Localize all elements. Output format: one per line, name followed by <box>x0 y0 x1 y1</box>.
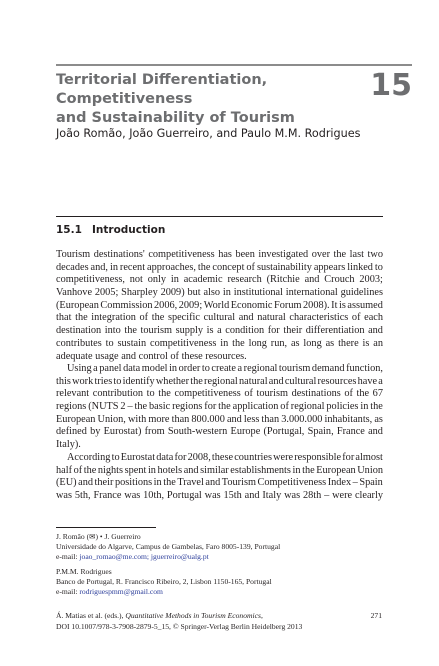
word: nights <box>97 464 124 476</box>
word: the <box>124 325 137 337</box>
word: France <box>93 490 122 502</box>
word: a <box>217 325 222 337</box>
word: 3.000.000 <box>281 413 323 425</box>
word: function, <box>346 363 383 374</box>
affiliation-2-address: Banco de Portugal, R. Francisco Ribeiro, 2, Lisbon 1150-165, Portugal <box>56 577 272 586</box>
page-number: 271 <box>370 611 382 620</box>
word: and <box>238 312 254 324</box>
word: to <box>111 452 120 463</box>
word: 2008, <box>187 452 211 463</box>
word: in <box>360 401 369 413</box>
text-line <box>56 401 383 414</box>
affiliation-2 <box>56 567 386 597</box>
word: sustainability <box>256 261 312 273</box>
word: 67 <box>372 388 383 400</box>
word: Crouch <box>324 274 355 286</box>
text-line <box>56 351 383 364</box>
word: Eurostat <box>120 452 156 463</box>
word: usage <box>95 350 122 362</box>
word: Competitiveness <box>257 477 327 489</box>
word: similar <box>200 464 229 476</box>
word: and <box>226 413 242 425</box>
word: competitiveness <box>150 337 217 349</box>
text-line <box>56 338 383 351</box>
word: cultural <box>203 312 236 324</box>
section-title: Introduction <box>92 224 166 236</box>
word: the <box>83 464 97 476</box>
word: clearly <box>354 490 383 502</box>
word: competitiveness, <box>56 274 125 286</box>
email-link[interactable]: joao_romao@me.com; jguerreiro@ualg.pt <box>79 552 209 561</box>
word: contributes <box>56 337 102 349</box>
word: and <box>304 274 320 286</box>
word: their <box>283 325 303 337</box>
word: Tourism <box>221 477 256 489</box>
word: investigated <box>258 249 309 260</box>
word: 28th <box>302 490 322 502</box>
word: demand <box>311 363 345 374</box>
word: application <box>232 401 279 413</box>
paragraph-3 <box>56 452 383 503</box>
word: destinations <box>291 388 341 400</box>
affiliation-1 <box>56 532 386 562</box>
text-line <box>56 300 383 313</box>
word: institutional <box>233 287 283 299</box>
word: 2003; <box>359 274 383 286</box>
word: Sharpley <box>121 287 158 299</box>
word: for <box>204 401 217 413</box>
word: Tourism <box>56 249 91 260</box>
word: of <box>170 350 182 362</box>
word: only <box>147 274 167 286</box>
text-line <box>56 414 383 427</box>
word: the <box>75 312 88 324</box>
word: half <box>56 464 73 476</box>
word: there <box>338 337 359 349</box>
word: the <box>333 249 347 260</box>
word: responsible <box>294 452 342 463</box>
word: resources <box>317 375 357 387</box>
word: natural <box>238 375 268 387</box>
word: more <box>148 413 170 425</box>
text-line <box>56 325 383 338</box>
text-line <box>56 490 383 503</box>
word: inhabitants, <box>324 413 373 425</box>
text-line <box>56 287 383 300</box>
word: with <box>127 413 147 425</box>
word: is <box>206 325 214 337</box>
word: resources. <box>205 350 247 362</box>
email-label: e-mail: <box>56 552 80 561</box>
word: was <box>284 490 301 502</box>
word: the <box>190 375 203 387</box>
word: According <box>67 452 111 463</box>
word: policies <box>326 401 359 413</box>
citation-comma: , <box>260 611 263 620</box>
word: 5th, <box>74 490 91 502</box>
word: data <box>156 452 174 463</box>
word: Commission <box>100 299 153 311</box>
word: in <box>170 274 179 286</box>
word: approaches, <box>147 261 196 273</box>
word: the <box>370 401 383 413</box>
citation-line-2: DOI 10.1007/978-3-7908-2879-5_15, © Springer-Verlag Berlin Heidelberg 2013 <box>56 622 303 631</box>
word: (European <box>56 299 99 311</box>
word: of <box>139 312 149 324</box>
word: the <box>134 401 148 413</box>
word: 10th, <box>143 490 165 502</box>
word: of <box>73 464 83 476</box>
word: as <box>290 337 300 349</box>
word: than <box>171 413 190 425</box>
word: in <box>109 261 118 273</box>
chapter-top-rule <box>56 64 412 66</box>
word: the <box>356 388 370 400</box>
word: integration <box>91 312 136 324</box>
affiliation-1-names: J. Romão (✉) • J. Guerreiro <box>56 532 141 541</box>
word: Economic <box>230 299 273 311</box>
section-number: 15.1 <box>56 224 82 236</box>
word: long <box>303 337 322 349</box>
word: 2 <box>120 401 126 413</box>
word: and, <box>90 261 108 273</box>
word: Europe <box>230 426 261 438</box>
word: 2009) <box>160 287 185 299</box>
word: research <box>227 274 262 286</box>
word: in <box>220 337 229 349</box>
word: European <box>56 413 96 425</box>
word: competitiveness <box>148 249 215 260</box>
word: in <box>153 477 162 489</box>
word: last <box>349 249 364 260</box>
word: into <box>104 325 121 337</box>
word: 2006, <box>154 299 178 311</box>
word: tourism <box>278 363 311 374</box>
footnote-rule <box>56 527 156 528</box>
citation-editors: Á. Matias et al. (eds.), <box>56 611 126 620</box>
affiliation-1-address: Universidade do Algarve, Campus de Gambelas, Faro 8005-139, Portugal <box>56 542 281 551</box>
word: the <box>218 401 231 413</box>
word: and <box>244 490 260 502</box>
word: Union, <box>97 413 126 425</box>
word: identify <box>122 375 155 387</box>
word: their <box>94 477 114 489</box>
word: the <box>232 337 245 349</box>
word: create <box>211 363 236 374</box>
text-line <box>56 262 383 275</box>
word: recent <box>119 261 146 273</box>
word: that <box>56 312 72 324</box>
word: from <box>144 426 165 438</box>
word: in <box>222 287 231 299</box>
word: 2009; <box>178 299 203 311</box>
word: to <box>113 375 122 387</box>
word: and <box>368 426 383 438</box>
word: (Ritchie <box>266 274 300 286</box>
word: characteristics <box>289 312 349 324</box>
word: for <box>342 452 355 463</box>
word: spent <box>124 464 147 476</box>
word: also <box>203 287 221 299</box>
word: European <box>316 464 356 476</box>
word: guidelines <box>340 287 383 299</box>
word: the <box>163 477 176 489</box>
email-link[interactable]: rodriguespmm@gmail.com <box>79 587 163 596</box>
word: tourism <box>140 325 173 337</box>
word: to <box>374 261 383 273</box>
word: the <box>151 312 165 324</box>
word: not <box>129 274 143 286</box>
word: cultural <box>284 375 317 387</box>
word: positions <box>114 477 153 489</box>
word: to <box>105 337 114 349</box>
word: control <box>138 350 171 362</box>
word: and <box>268 375 284 387</box>
word: basic <box>149 401 171 413</box>
word: 2005; <box>94 287 119 299</box>
word: the <box>158 388 171 400</box>
word: contribution <box>92 388 144 400</box>
word: in <box>147 464 156 476</box>
word: Travel <box>177 477 204 489</box>
word: run, <box>270 337 288 349</box>
word: destination <box>56 325 102 337</box>
word: (Portugal, <box>263 426 305 438</box>
word: 15th <box>223 490 242 502</box>
word: Portugal <box>166 490 202 502</box>
word: model <box>141 363 168 374</box>
word: was <box>204 490 221 502</box>
word: Index <box>327 477 352 489</box>
word: than <box>261 413 280 425</box>
text-line <box>56 363 383 376</box>
word: were <box>273 452 294 463</box>
text-line <box>56 274 383 287</box>
word: Eurostat) <box>103 426 142 438</box>
word: France <box>336 426 365 438</box>
word: differentiation <box>305 325 365 337</box>
word: less <box>243 413 260 425</box>
word: Spain, <box>307 426 334 438</box>
text-line <box>56 477 383 490</box>
word: in <box>169 363 178 374</box>
word: the <box>197 261 211 273</box>
word: were <box>332 490 353 502</box>
word: regional <box>243 363 278 374</box>
word: for <box>267 325 280 337</box>
word: 800.000 <box>191 413 225 425</box>
word: 2008). <box>303 299 330 311</box>
word: is <box>339 299 346 311</box>
word: Spain <box>359 477 383 489</box>
word: establishments <box>230 464 291 476</box>
word: regional <box>290 401 325 413</box>
word: was <box>124 490 141 502</box>
word: in <box>292 464 301 476</box>
word: defined <box>56 426 87 438</box>
word: competitiveness <box>174 388 241 400</box>
word: South-western <box>167 426 228 438</box>
word: – <box>324 490 330 502</box>
word: World <box>203 299 230 311</box>
word: countries <box>234 452 272 463</box>
word: hotels <box>157 464 183 476</box>
word: for <box>174 452 187 463</box>
section-rule <box>56 216 383 217</box>
word: Union <box>357 464 383 476</box>
word: has <box>218 249 232 260</box>
chapter-title <box>56 71 356 128</box>
paragraph-2 <box>56 363 383 452</box>
word: and <box>78 477 93 489</box>
word: Forum <box>274 299 302 311</box>
word: and <box>368 325 383 337</box>
book-title: Quantitative Methods in Tourism Economics <box>125 611 261 620</box>
chapter-number: 15 <box>370 68 412 103</box>
text-line <box>56 376 383 389</box>
word: a <box>93 363 98 374</box>
word: Vanhove <box>56 287 93 299</box>
word: Using <box>67 363 92 374</box>
word: relevant <box>56 388 90 400</box>
word: and <box>205 477 221 489</box>
word: of <box>246 261 255 273</box>
word: condition <box>225 325 265 337</box>
paragraph-1 <box>56 249 383 363</box>
word: data <box>123 363 141 374</box>
citation-line-1 <box>56 611 263 621</box>
word: these <box>211 452 234 463</box>
word: the <box>302 464 315 476</box>
word: of <box>244 388 253 400</box>
text-line <box>56 439 383 452</box>
word: concept <box>212 261 245 273</box>
word: adequate <box>56 350 96 362</box>
chapter-title-line1: Territorial Differentiation, Competitiveness <box>56 72 268 107</box>
word: have <box>357 375 378 387</box>
affiliation-2-name: P.M.M. Rodrigues <box>56 567 112 576</box>
word: of <box>344 388 353 400</box>
word: appears <box>313 261 346 273</box>
word: over <box>311 249 331 260</box>
word: was <box>56 490 73 502</box>
word: a <box>237 363 243 374</box>
word: as <box>374 413 383 425</box>
word: a <box>378 375 383 387</box>
word: and <box>121 350 139 362</box>
text-line <box>56 249 383 262</box>
text-line <box>56 388 383 401</box>
word: order <box>178 363 201 374</box>
word: been <box>235 249 255 260</box>
word: regions <box>172 401 203 413</box>
word: to <box>201 363 210 374</box>
word: each <box>364 312 383 324</box>
word: assumed <box>347 299 383 311</box>
word: regions <box>56 401 87 413</box>
word: and <box>183 464 199 476</box>
word: long <box>248 337 267 349</box>
word: by <box>90 426 101 438</box>
word: panel <box>99 363 122 374</box>
word: sustain <box>117 337 147 349</box>
text-line <box>56 452 383 465</box>
word: supply <box>175 325 204 337</box>
word: tries <box>94 375 113 387</box>
word: work <box>72 375 94 387</box>
word: specific <box>167 312 200 324</box>
word: of <box>280 401 289 413</box>
word: – <box>127 401 133 413</box>
word: tourism <box>256 388 288 400</box>
word: these <box>181 350 206 362</box>
word: Italy <box>262 490 282 502</box>
word: an <box>373 337 383 349</box>
word: as <box>325 337 335 349</box>
word: linked <box>347 261 373 273</box>
word: It <box>331 299 338 311</box>
text-line <box>56 312 383 325</box>
email-label: e-mail: <box>56 587 80 596</box>
word: decades <box>56 261 89 273</box>
word: whether <box>155 375 190 387</box>
word: regional <box>204 375 238 387</box>
word: Italy). <box>56 439 81 451</box>
word: natural <box>257 312 286 324</box>
word: (EU) <box>56 477 77 489</box>
affiliation-1-email <box>56 552 386 562</box>
author-list: João Romão, João Guerreiro, and Paulo M.M. Rodrigues <box>56 127 361 140</box>
word: (NUTS <box>88 401 119 413</box>
word: academic <box>183 274 223 286</box>
word: two <box>367 249 383 260</box>
word: this <box>56 375 71 387</box>
text-line <box>56 465 383 478</box>
word: of <box>351 312 361 324</box>
section-heading <box>56 224 165 236</box>
word: almost <box>355 452 383 463</box>
word: is <box>362 337 370 349</box>
word: – <box>352 477 358 489</box>
text-line <box>56 426 383 439</box>
chapter-title-line2: and Sustainability of Tourism <box>56 110 295 126</box>
affiliation-2-email <box>56 587 386 597</box>
word: but <box>187 287 201 299</box>
word: international <box>285 287 338 299</box>
word: destinations' <box>93 249 145 260</box>
word: to <box>146 388 155 400</box>
